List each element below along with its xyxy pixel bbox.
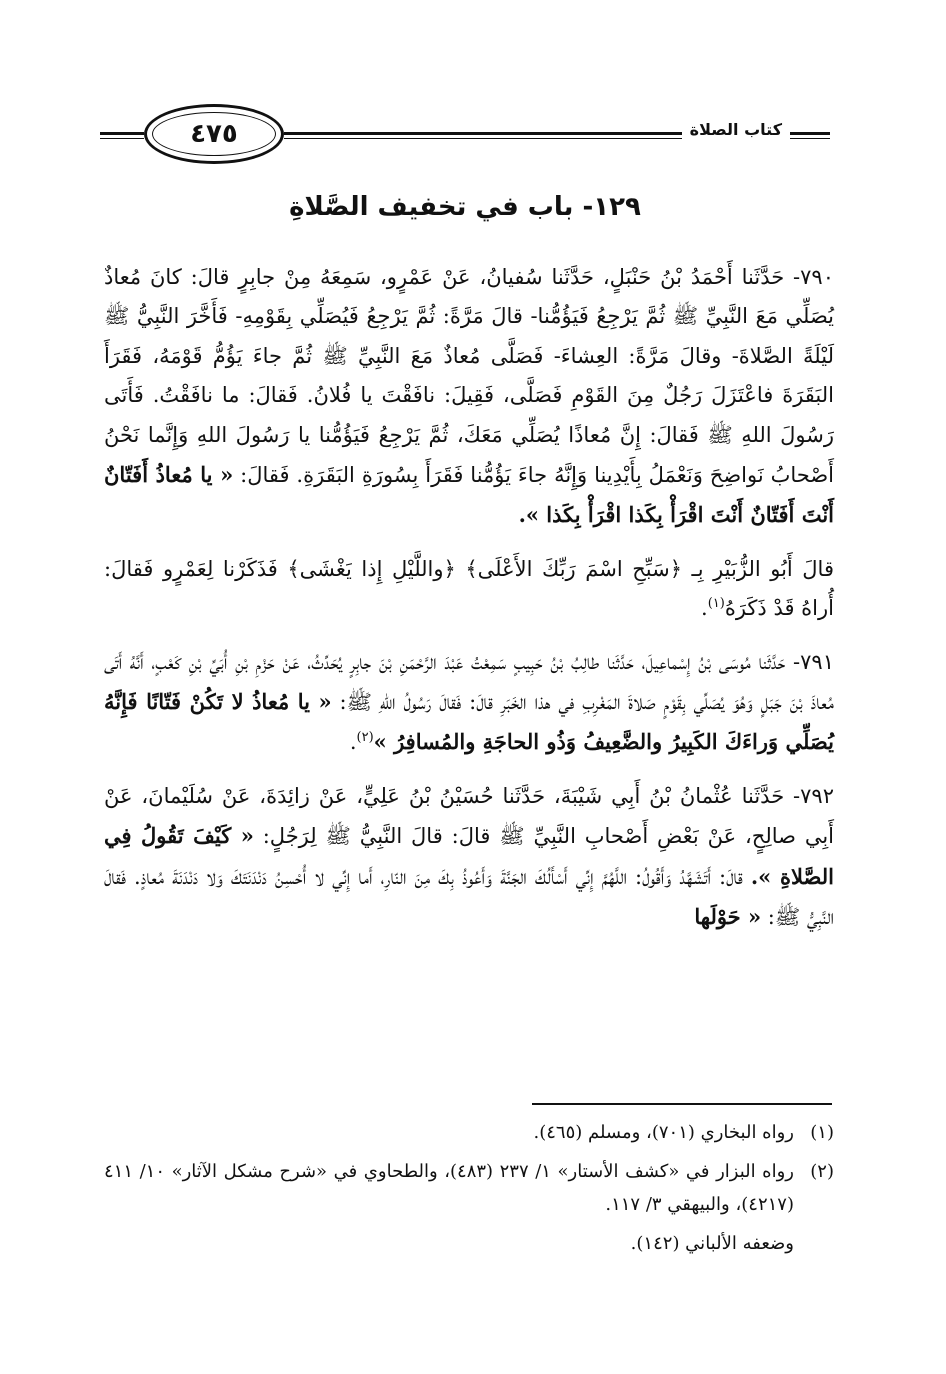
hadith-791-end: . bbox=[349, 730, 357, 755]
footnote-2-number: (٢) bbox=[810, 1161, 834, 1182]
hadith-792-text-2: قالَ: أَتَشَهَّدُ وَأَقُولُ: اللَّهُمَّ إِنِّي أَسْأَلُكَ الجَنَّةَ وَأَعُوذُ بِكَ مِنَ النّارِ، أَما إِنِّي لا أُحْسِنُ دَنْدَنَتَكَ وَلا دَنْدَنَةَ مُعاذٍ. فَقالَ النَّبِيُّ ﷺ: bbox=[104, 864, 834, 930]
hadith-790-text: ٧٩٠- حَدَّثَنا أَحْمَدُ بْنُ حَنْبَلٍ، حَدَّثَنا سُفيانُ، عَنْ عَمْرٍو، سَمِعَهُ مِنْ جابِرٍ قالَ: كانَ مُعاذٌ يُصَلِّي مَعَ النَّبِيِّ ﷺ ثُمَّ يَرْجِعُ فَيَؤُمُّنا- قالَ مَرَّةً: ثُمَّ يَرْجِعُ فَيُصَلِّي بِقَوْمِهِ- فَأَخَّرَ النَّبِيُّ ﷺ لَيْلَةً الصَّلاةَ- وقالَ مَرَّةً: العِشاءَ- فَصَلَّى مُعاذٌ مَعَ النَّبِيِّ ﷺ ثُمَّ جاءَ يَؤُمُّ قَوْمَهُ، فَقَرَأَ البَقَرَةَ فاعْتَزَلَ رَجُلٌ مِنَ القَوْمِ فَصَلَّى، فَقِيلَ: نافَقْتَ يا فُلانُ. فَقالَ: ما نافَقْتُ. فَأَتَى رَسُولَ اللهِ ﷺ فَقالَ: إِنَّ مُعاذًا يُصَلِّي مَعَكَ، ثُمَّ يَرْجِعُ فَيَؤُمُّنا يا رَسُولَ اللهِ وَإِنَّما نَحْنُ أَصْحابُ نَواضِحَ وَنَعْمَلُ بِأَيْدِينا وَإِنَّهُ جاءَ يَؤُمُّنا فَقَرَأَ بِسُورَةِ البَقَرَةِ. فَقالَ: bbox=[104, 265, 834, 488]
main-text bbox=[104, 258, 834, 952]
hadith-790-comment bbox=[104, 550, 834, 629]
chapter-heading: ١٢٩- باب في تخفيف الصَّلاةِ bbox=[289, 192, 641, 222]
hadith-792-quote-2: « حَوْلَها bbox=[694, 904, 762, 930]
hadith-791-text: ٧٩١- حَدَّثَنا مُوسَى بْنُ إِسْماعِيلَ، حَدَّثَنا طالِبُ بْنُ حَبِيبٍ سَمِعْتُ عَبْدَ الرَّحْمَنِ بْنَ جابِرٍ يُحَدِّثُ، عَنْ حَزْمِ بْنِ أُبَيِّ بْنِ كَعْبٍ، أَنَّهُ أَتَى مُعاذَ بْنَ جَبَلٍ وَهُوَ يُصَلِّي بِقَوْمٍ صَلاةَ المَغْرِبِ في هذا الخَبَرِ قالَ: فَقالَ رَسُولُ اللهِ ﷺ: bbox=[104, 649, 834, 715]
footnote-1 bbox=[104, 1116, 834, 1149]
footnote-1-text: رواه البخاري (٧٠١)، ومسلم (٤٦٥). bbox=[533, 1122, 794, 1143]
hadith-790 bbox=[104, 258, 834, 536]
footnote-2 bbox=[104, 1155, 834, 1221]
hadith-792 bbox=[104, 777, 834, 938]
hadith-790-quote: « يا مُعاذُ أَفَتّانٌ أَنْتَ أَفَتّانٌ أَنْتَ اقْرَأْ بِكَذا اقْرَأْ بِكَذا ». bbox=[104, 462, 834, 528]
header-rule-left-thin bbox=[100, 138, 144, 139]
footnote-1-number: (١) bbox=[810, 1122, 834, 1143]
footnotes bbox=[104, 1116, 834, 1260]
hadith-790-comment-end: . bbox=[701, 596, 708, 621]
page-number: ٤٧٥ bbox=[190, 119, 238, 149]
footnote-2-continuation: وضعفه الألباني (١٤٢). bbox=[630, 1233, 794, 1254]
hadith-792-quote: « كَيْفَ تَقُولُ فِي الصَّلاةِ ». bbox=[104, 823, 834, 889]
page-number-frame bbox=[144, 104, 284, 164]
footnote-separator bbox=[532, 1103, 832, 1105]
hadith-791 bbox=[104, 643, 834, 763]
running-title: كتاب الصلاة bbox=[682, 120, 790, 139]
page-header bbox=[100, 96, 830, 172]
hadith-790-comment-text: قالَ أَبُو الزُّبَيْرِ بِـ ﴿سَبِّحِ اسْمَ رَبِّكَ الأَعْلَى﴾ ﴿واللَّيْلِ إِذا يَغْشَى﴾ فَذَكَرْنا لِعَمْرٍو فَقالَ: أُراهُ قَدْ ذَكَرَهُ bbox=[104, 556, 834, 621]
footnote-2-text: رواه البزار في «كشف الأستار» ١/ ٢٣٧ (٤٨٣)، والطحاوي في «شرح مشكل الآثار» ١٠/ ٤١١ (٤٢١٧)، والبيهقي ٣/ ١١٧. bbox=[104, 1161, 794, 1215]
header-rule-left-thick bbox=[100, 132, 144, 135]
hadith-792-text: ٧٩٢- حَدَّثَنا عُثْمانُ بْنُ أَبِي شَيْبَةَ، حَدَّثَنا حُسَيْنُ بْنُ عَلِيٍّ، عَنْ زائِدَةَ، عَنْ سُلَيْمانَ، عَنْ أَبِي صالِحٍ، عَنْ بَعْضِ أَصْحابِ النَّبِيِّ ﷺ قالَ: قالَ النَّبِيُّ ﷺ لِرَجُلٍ: bbox=[104, 783, 834, 849]
hadith-791-quote: « يا مُعاذُ لا تَكُنْ فَتّانًا فَإِنَّهُ يُصَلِّي وَراءَكَ الكَبِيرُ والضَّعِيفُ وَذُو الحاجَةِ والمُسافِرُ » bbox=[104, 689, 834, 755]
footnote-marker-2: (٢) bbox=[356, 730, 374, 746]
footnote-marker-1: (١) bbox=[707, 596, 725, 612]
